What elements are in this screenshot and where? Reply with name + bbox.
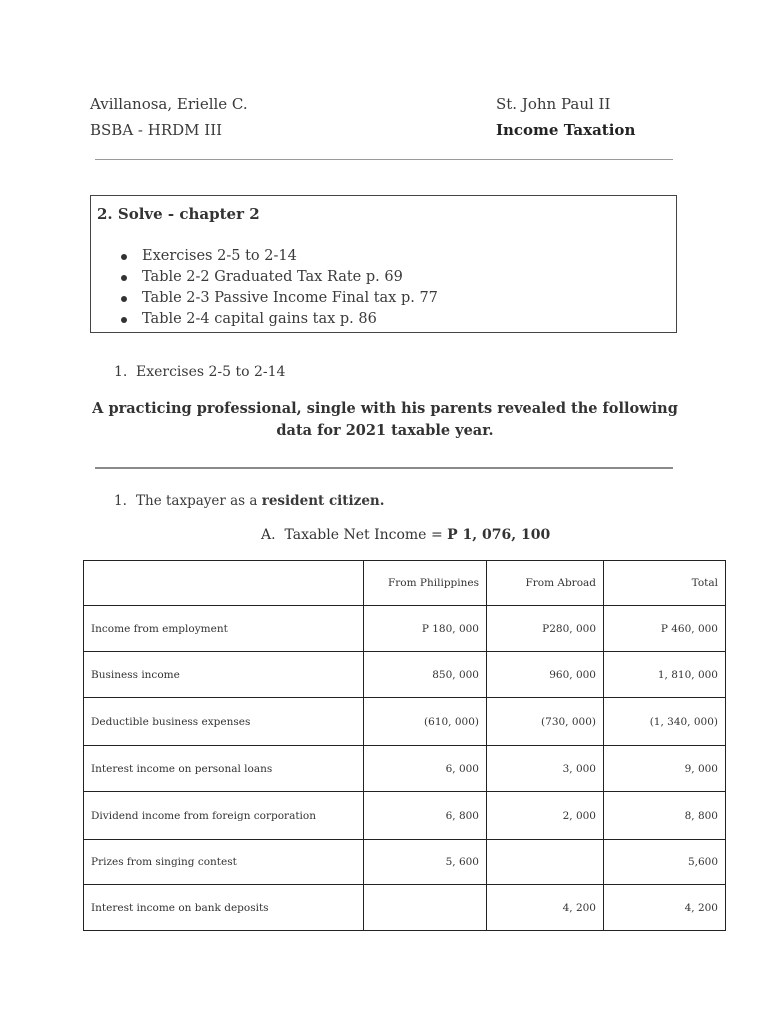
section-label: Exercises 2-5 to 2-14 xyxy=(136,364,286,380)
case-emphasis: resident citizen. xyxy=(261,493,385,509)
table-row xyxy=(84,652,726,698)
cell-philippines: 5, 600 xyxy=(364,840,487,885)
cell-philippines: 6, 000 xyxy=(364,746,487,792)
cell-abroad xyxy=(487,840,604,885)
cell-abroad: (730, 000) xyxy=(487,698,604,746)
task-box xyxy=(90,195,677,333)
task-item: Table 2-2 Graduated Tax Rate p. 69 xyxy=(91,267,438,288)
header-cell: From Abroad xyxy=(487,561,604,606)
result-line xyxy=(261,527,550,543)
section-number: 1. xyxy=(114,364,128,380)
row-label: Income from employment xyxy=(84,606,364,652)
problem-statement: A practicing professional, single with his parents revealed the following data for 2021 taxable year. xyxy=(92,400,678,439)
result-equals: = xyxy=(430,527,443,543)
problem-divider xyxy=(95,467,673,469)
case-text: The taxpayer as a xyxy=(136,493,258,509)
cell-total: 9, 000 xyxy=(604,746,726,792)
cell-total: (1, 340, 000) xyxy=(604,698,726,746)
task-item: Exercises 2-5 to 2-14 xyxy=(91,246,438,267)
cell-philippines: 850, 000 xyxy=(364,652,487,698)
header-cell: From Philippines xyxy=(364,561,487,606)
row-label: Interest income on personal loans xyxy=(84,746,364,792)
task-list xyxy=(91,246,438,330)
school-name: St. John Paul II xyxy=(496,95,611,113)
result-label: Taxable Net Income xyxy=(284,527,427,543)
table-row xyxy=(84,792,726,840)
subject-title: Income Taxation xyxy=(496,121,636,139)
cell-abroad: 3, 000 xyxy=(487,746,604,792)
result-value: P 1, 076, 100 xyxy=(447,527,551,543)
cell-philippines: P 180, 000 xyxy=(364,606,487,652)
row-label: Dividend income from foreign corporation xyxy=(84,792,364,840)
task-item: Table 2-4 capital gains tax p. 86 xyxy=(91,309,438,330)
task-item: Table 2-3 Passive Income Final tax p. 77 xyxy=(91,288,438,309)
row-label: Business income xyxy=(84,652,364,698)
cell-total: 1, 810, 000 xyxy=(604,652,726,698)
cell-philippines: 6, 800 xyxy=(364,792,487,840)
result-letter: A. xyxy=(261,527,276,543)
header-cell: Total xyxy=(604,561,726,606)
case-number: 1. xyxy=(114,493,127,509)
header-cell xyxy=(84,561,364,606)
table-row xyxy=(84,698,726,746)
cell-abroad: 2, 000 xyxy=(487,792,604,840)
table-row xyxy=(84,840,726,885)
cell-total: 5,600 xyxy=(604,840,726,885)
cell-abroad: P280, 000 xyxy=(487,606,604,652)
row-label: Prizes from singing contest xyxy=(84,840,364,885)
cell-abroad: 4, 200 xyxy=(487,885,604,931)
cell-total: P 460, 000 xyxy=(604,606,726,652)
task-title: 2. Solve - chapter 2 xyxy=(97,205,260,223)
header-divider xyxy=(95,159,673,160)
table-row xyxy=(84,885,726,931)
row-label: Interest income on bank deposits xyxy=(84,885,364,931)
cell-philippines xyxy=(364,885,487,931)
cell-total: 4, 200 xyxy=(604,885,726,931)
course-label: BSBA - HRDM III xyxy=(90,121,223,139)
row-label: Deductible business expenses xyxy=(84,698,364,746)
table-row xyxy=(84,746,726,792)
table-row xyxy=(84,606,726,652)
student-name: Avillanosa, Erielle C. xyxy=(90,95,248,113)
case-line xyxy=(114,493,384,509)
cell-abroad: 960, 000 xyxy=(487,652,604,698)
table-header-row xyxy=(84,561,726,606)
cell-total: 8, 800 xyxy=(604,792,726,840)
section-heading xyxy=(114,364,285,380)
income-table xyxy=(83,560,726,931)
cell-philippines: (610, 000) xyxy=(364,698,487,746)
